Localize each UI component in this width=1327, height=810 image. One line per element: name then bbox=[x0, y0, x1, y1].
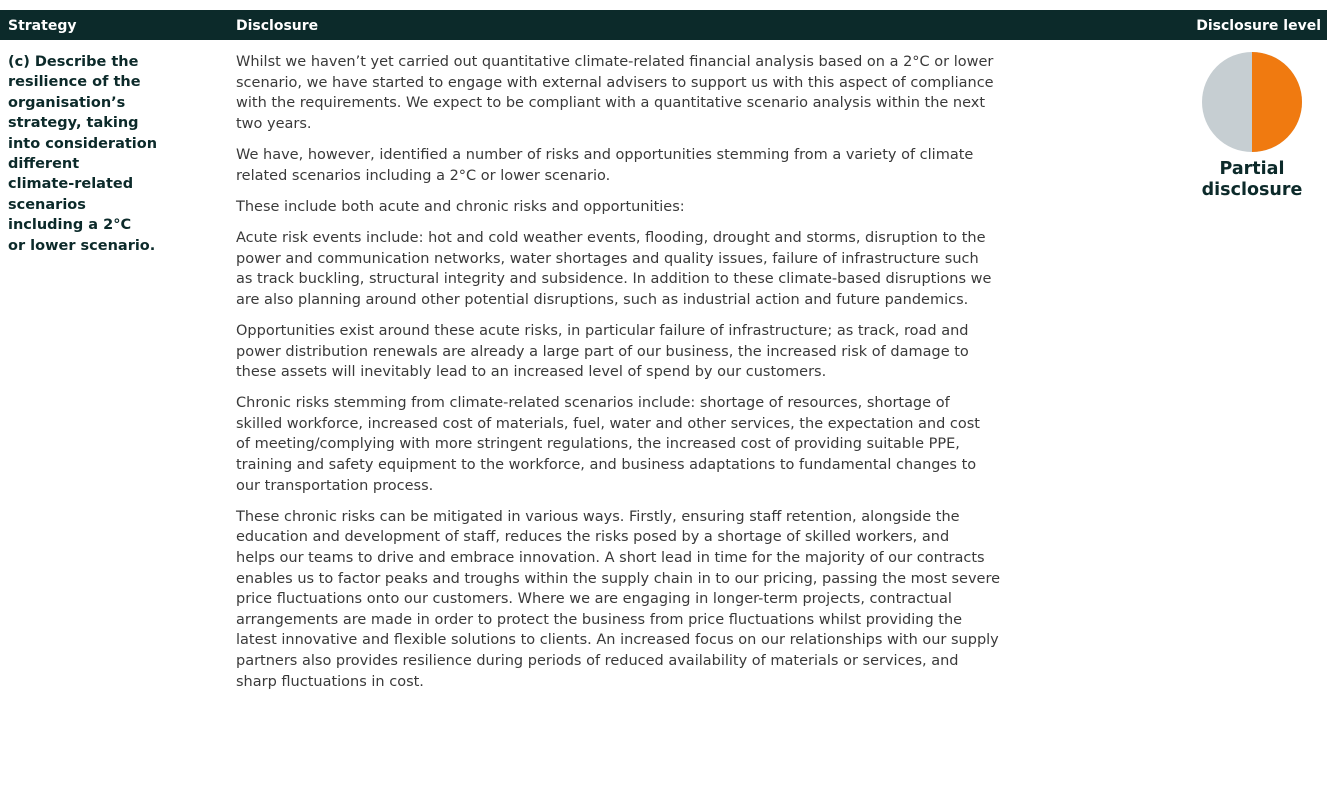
strategy-line: organisation’s bbox=[8, 94, 126, 111]
strategy-line: strategy, taking bbox=[8, 115, 139, 132]
strategy-requirement bbox=[8, 52, 213, 256]
level-label-line: Partial bbox=[1219, 159, 1285, 179]
disclosure-level bbox=[1188, 52, 1316, 201]
paragraph-line: We have, however, identified a number of risks and opportunities stemming from a variety of climate bbox=[236, 146, 974, 163]
strategy-line: (c) Describe the bbox=[8, 54, 139, 70]
pie-filled-portion bbox=[1252, 52, 1302, 152]
paragraph-line: our transportation process. bbox=[236, 477, 434, 494]
disclosure-text bbox=[236, 52, 1156, 703]
table-header bbox=[0, 10, 1327, 40]
paragraph-line: latest innovative and flexible solutions to clients. An increased focus on our relationships with our supply bbox=[236, 632, 999, 649]
paragraph-line: scenario, we have started to engage with external advisers to support us with this aspect of compliance bbox=[236, 74, 994, 91]
disclosure-paragraph bbox=[236, 393, 1156, 496]
disclosure-level-label bbox=[1188, 159, 1316, 201]
paragraph-line: with the requirements. We expect to be compliant with a quantitative scenario analysis within the next bbox=[236, 95, 986, 112]
paragraph-line: enables us to factor peaks and troughs within the supply chain in to our pricing, passing the most severe bbox=[236, 570, 1001, 587]
strategy-line: including a 2°C bbox=[8, 217, 132, 234]
paragraph-line: as track buckling, structural integrity and subsidence. In addition to these climate-based disruptions we bbox=[236, 271, 992, 288]
paragraph-line: Acute risk events include: hot and cold weather events, flooding, drought and storms, disruption to the bbox=[236, 229, 986, 246]
strategy-line: climate-related bbox=[8, 176, 134, 193]
paragraph-line: power distribution renewals are already a large part of our business, the increased risk of damage to bbox=[236, 343, 969, 360]
strategy-line: resilience of the bbox=[8, 74, 141, 91]
paragraph-line: These include both acute and chronic risks and opportunities: bbox=[236, 198, 685, 215]
paragraph-line: price fluctuations onto our customers. Where we are engaging in longer-term projects, contractual bbox=[236, 591, 952, 608]
disclosure-paragraph bbox=[236, 321, 1156, 383]
paragraph-line: these assets will inevitably lead to an increased level of spend by our customers. bbox=[236, 364, 827, 381]
header-disclosure-level: Disclosure level bbox=[1196, 18, 1321, 34]
paragraph-line: Opportunities exist around these acute risks, in particular failure of infrastructure; as track, road and bbox=[236, 322, 969, 339]
disclosure-paragraph bbox=[236, 52, 1156, 134]
paragraph-line: training and safety equipment to the workforce, and business adaptations to fundamental changes to bbox=[236, 457, 977, 474]
paragraph-line: These chronic risks can be mitigated in various ways. Firstly, ensuring staff retention, alongside the bbox=[236, 508, 960, 525]
paragraph-line: skilled workforce, increased cost of materials, fuel, water and other services, the expectation and cost bbox=[236, 415, 980, 432]
paragraph-line: power and communication networks, water shortages and quality issues, failure of infrastructure such bbox=[236, 250, 979, 267]
paragraph-line: two years. bbox=[236, 115, 312, 132]
paragraph-line: Whilst we haven’t yet carried out quantitative climate-related financial analysis based on a 2°C or lower bbox=[236, 54, 994, 70]
paragraph-line: partners also provides resilience during periods of reduced availability of materials or services, and bbox=[236, 653, 959, 669]
paragraph-line: related scenarios including a 2°C or lower scenario. bbox=[236, 167, 611, 184]
disclosure-paragraph bbox=[236, 507, 1156, 692]
paragraph-line: arrangements are made in order to protect the business from price fluctuations whilst providing the bbox=[236, 611, 963, 628]
paragraph-line: Chronic risks stemming from climate-related scenarios include: shortage of resources, shortage of bbox=[236, 395, 950, 412]
disclosure-paragraph bbox=[236, 145, 1156, 186]
disclosure-paragraph bbox=[236, 197, 1156, 218]
disclosure-paragraph bbox=[236, 228, 1156, 310]
strategy-line: into consideration bbox=[8, 135, 158, 152]
strategy-line: scenarios bbox=[8, 196, 86, 213]
strategy-line: different bbox=[8, 156, 80, 173]
level-label-line: disclosure bbox=[1201, 180, 1303, 200]
header-disclosure: Disclosure bbox=[236, 18, 319, 34]
header-strategy: Strategy bbox=[8, 18, 77, 34]
paragraph-line: sharp fluctuations in cost. bbox=[236, 673, 424, 690]
paragraph-line: are also planning around other potential disruptions, such as industrial action and future pandemics. bbox=[236, 291, 969, 308]
strategy-line: or lower scenario. bbox=[8, 237, 156, 254]
paragraph-line: helps our teams to drive and embrace innovation. A short lead in time for the majority of our contracts bbox=[236, 550, 985, 567]
paragraph-line: of meeting/complying with more stringent regulations, the increased cost of providing suitable PPE, bbox=[236, 436, 960, 453]
paragraph-line: education and development of staff, reduces the risks posed by a shortage of skilled workers, and bbox=[236, 529, 950, 546]
disclosure-level-pie-icon bbox=[1202, 52, 1302, 152]
